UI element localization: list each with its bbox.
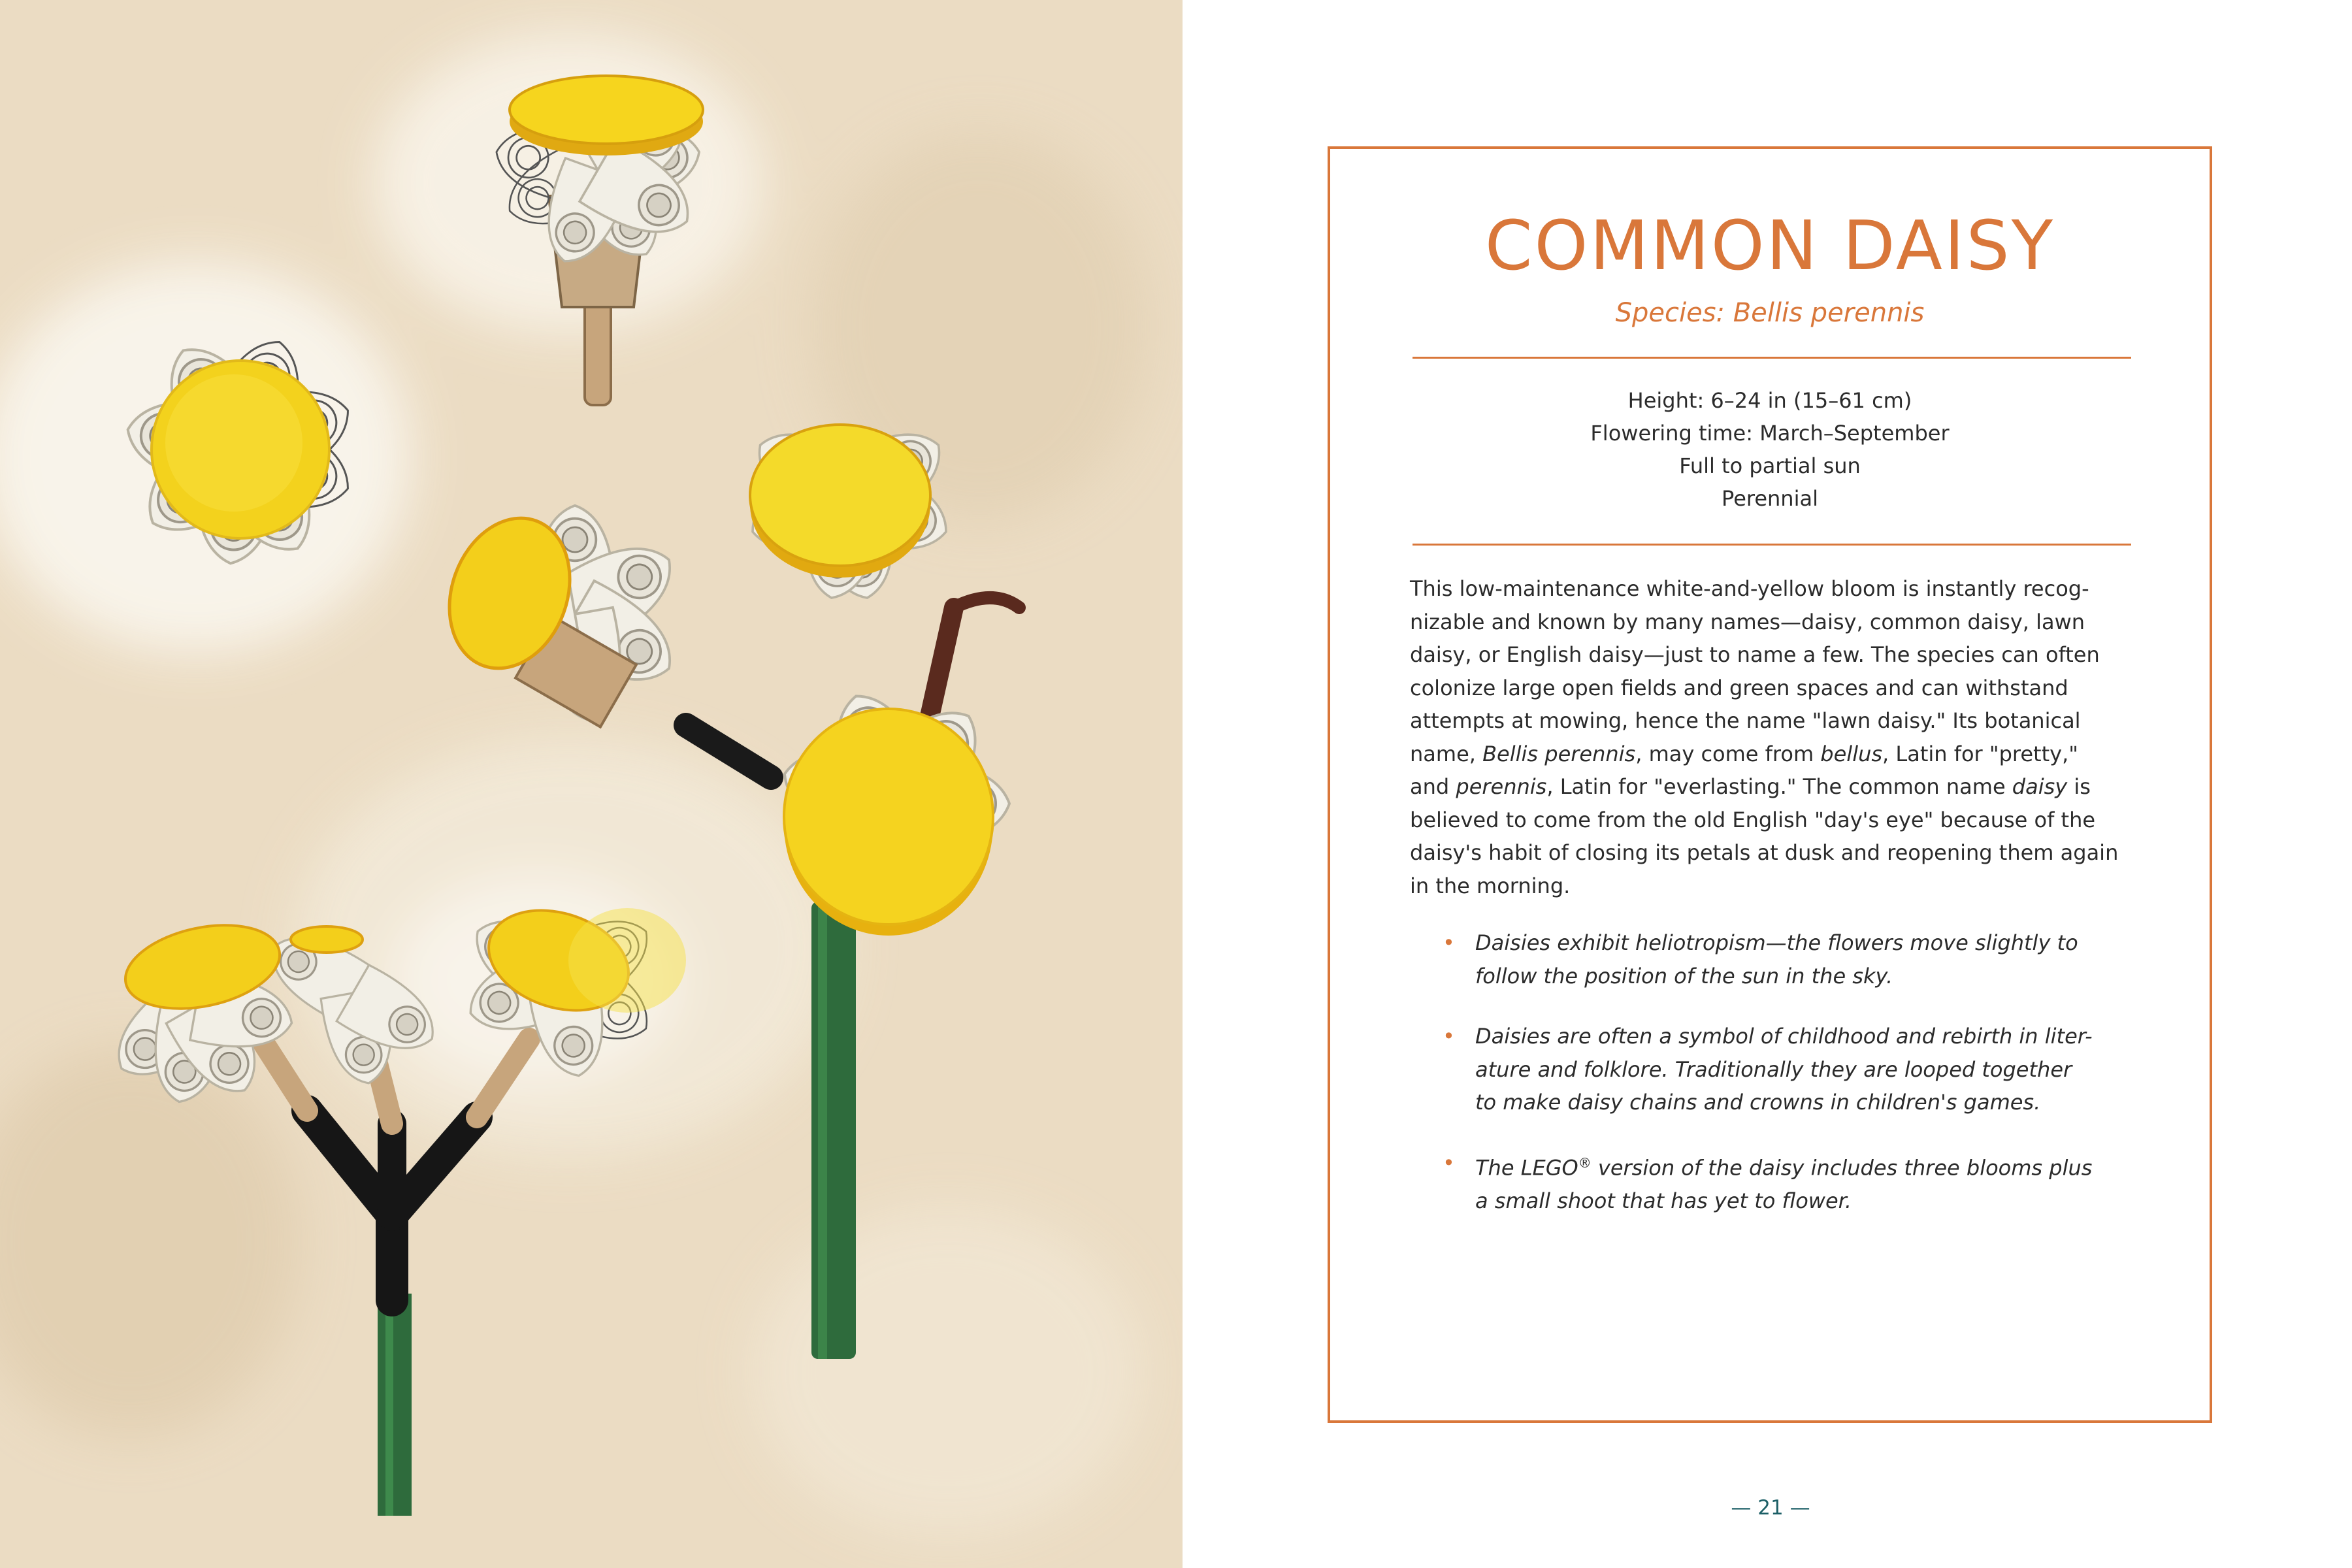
bullet-icon: •: [1443, 930, 1455, 955]
common-name: daisy: [2012, 774, 2068, 799]
latin-word: bellus: [1820, 741, 1883, 766]
fact-sun: Full to partial sun: [1679, 453, 1861, 478]
description-line: and perennis, Latin for "everlasting." The common name daisy is: [1410, 774, 2091, 799]
plant-title: COMMON DAISY: [1484, 206, 2055, 286]
bullet-icon: •: [1443, 1150, 1455, 1175]
fun-fact-item: • Daisies are often a symbol of childhood and rebirth in liter- ature and folklore. Traditionally they are looped together to make daisy chains and crowns in children's games.: [1410, 1020, 2135, 1119]
fun-fact-item: • Daisies exhibit heliotropism—the flowers move slightly to follow the position of the sun in the sky.: [1410, 926, 2135, 992]
description-line: colonize large open fields and green spaces and can withstand: [1410, 675, 2068, 700]
bullet-icon: •: [1443, 1024, 1455, 1049]
divider-bottom: [1413, 544, 2131, 546]
description-line: attempts at mowing, hence the name "lawn daisy." Its botanical: [1410, 708, 2081, 733]
description-line: daisy, or English daisy—just to name a few. The species can often: [1410, 642, 2100, 667]
fact-lifecycle: Perennial: [1722, 486, 1818, 511]
fact-height: Height: 6–24 in (15–61 cm): [1627, 388, 1912, 413]
registered-mark: ®: [1578, 1154, 1592, 1171]
fact-flowering-time: Flowering time: March–September: [1590, 421, 1950, 446]
fun-fact-item: • The LEGO® version of the daisy includes three blooms plus a small shoot that has yet to flower.: [1410, 1147, 2135, 1218]
plant-species: Species: Bellis perennis: [1615, 298, 1925, 328]
description-line: in the morning.: [1410, 873, 1571, 898]
fun-facts-list: [1410, 926, 2135, 1245]
plant-info-panel: [1328, 146, 2212, 1423]
page-number: — 21 —: [1731, 1496, 1810, 1520]
description-line: believed to come from the old English "day's eye" because of the: [1410, 807, 2096, 832]
plant-description: [1410, 572, 2135, 902]
description-line: daisy's habit of closing its petals at dusk and reopening them again: [1410, 840, 2119, 865]
plant-facts: [1330, 384, 2210, 515]
divider-top: [1413, 357, 2131, 359]
description-line: nizable and known by many names—daisy, common daisy, lawn: [1410, 609, 2085, 634]
description-line: name, Bellis perennis, may come from bellus, Latin for "pretty,": [1410, 741, 2078, 766]
latin-name: Bellis perennis: [1482, 741, 1636, 766]
description-line: This low-maintenance white-and-yellow bloom is instantly recog-: [1410, 576, 2089, 601]
latin-word: perennis: [1456, 774, 1547, 799]
